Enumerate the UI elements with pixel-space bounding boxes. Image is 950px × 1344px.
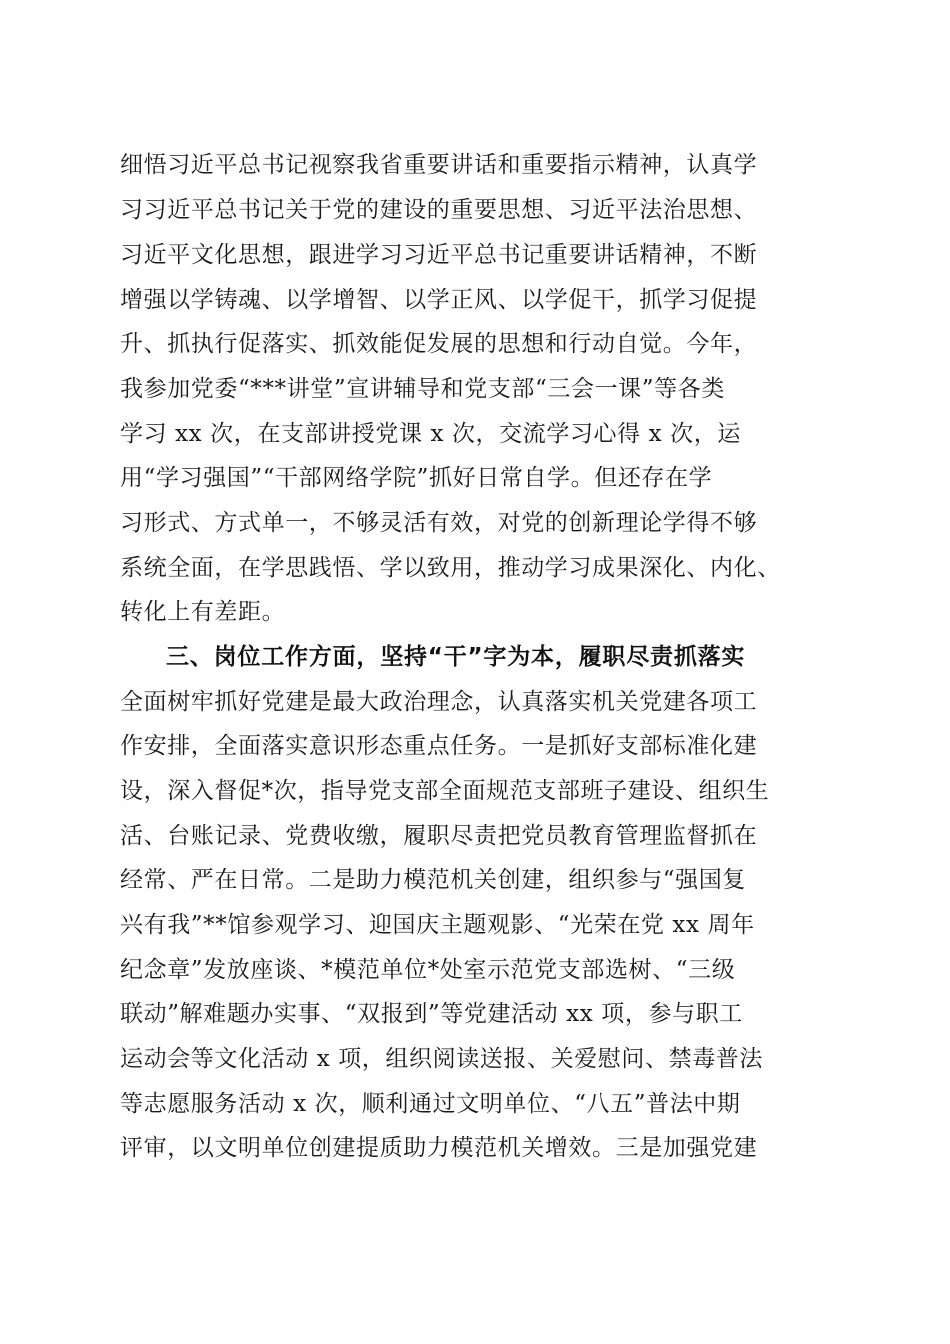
paragraph-2-line: 评审，以文明单位创建提质助力模范机关增效。三是加强党建 bbox=[120, 1135, 758, 1161]
paragraph-2-line: 设，深入督促*次，指导党支部全面规范支部班子建设、组织生 bbox=[120, 778, 770, 804]
paragraph-1-line: 系统全面，在学思践悟、学以致用，推动学习成果深化、内化、 bbox=[120, 555, 781, 581]
paragraph-2-line: 经常、严在日常。二是助力模范机关创建，组织参与“强国复 bbox=[120, 867, 746, 893]
paragraph-2-line: 运动会等文化活动 x 项，组织阅读送报、关爱慰问、禁毒普法 bbox=[120, 1046, 763, 1072]
paragraph-1-line: 习形式、方式单一，不够灵活有效，对党的创新理论学得不够 bbox=[120, 510, 758, 536]
paragraph-2-line: 活、台账记录、党费收缴，履职尽责把党员教育管理监督抓在 bbox=[120, 823, 758, 849]
paragraph-1-line: 升、抓执行促落实、抓效能促发展的思想和行动自觉。今年， bbox=[120, 331, 758, 357]
paragraph-1-line: 转化上有差距。 bbox=[120, 599, 286, 625]
paragraph-1-line: 习近平文化思想，跟进学习习近平总书记重要讲话精神，不断 bbox=[120, 242, 758, 268]
paragraph-2-line: 联动”解难题办实事、“双报到”等党建活动 xx 项，参与职工 bbox=[120, 1001, 743, 1027]
paragraph-1-line: 学习 xx 次，在支部讲授党课 x 次，交流学习心得 x 次，运 bbox=[120, 421, 741, 447]
paragraph-2-line: 全面树牢抓好党建是最大政治理念，认真落实机关党建各项工 bbox=[120, 689, 758, 715]
paragraph-1-line: 细悟习近平总书记视察我省重要讲话和重要指示精神，认真学 bbox=[120, 152, 758, 178]
paragraph-2-line: 等志愿服务活动 x 次，顺利通过文明单位、“八五”普法中期 bbox=[120, 1091, 741, 1117]
paragraph-1-line: 增强以学铸魂、以学增智、以学正风、以学促干，抓学习促提 bbox=[120, 287, 758, 313]
paragraph-2-line: 作安排，全面落实意识形态重点任务。一是抓好支部标准化建 bbox=[120, 733, 758, 759]
section-heading: 三、岗位工作方面，坚持“干”字为本，履职尽责抓落实 bbox=[166, 644, 746, 670]
paragraph-1-line: 习习近平总书记关于党的建设的重要思想、习近平法治思想、 bbox=[120, 197, 758, 223]
paragraph-2-line: 兴有我”**馆参观学习、迎国庆主题观影、“光荣在党 xx 周年 bbox=[120, 912, 755, 938]
paragraph-2-line: 纪念章”发放座谈、*模范单位*处室示范党支部选树、“三级 bbox=[120, 957, 736, 983]
paragraph-1-line: 我参加党委“***讲堂”宣讲辅导和党支部“三会一课”等各类 bbox=[120, 376, 725, 402]
paragraph-1-line: 用“学习强国”“干部网络学院”抓好日常自学。但还存在学 bbox=[120, 465, 713, 491]
